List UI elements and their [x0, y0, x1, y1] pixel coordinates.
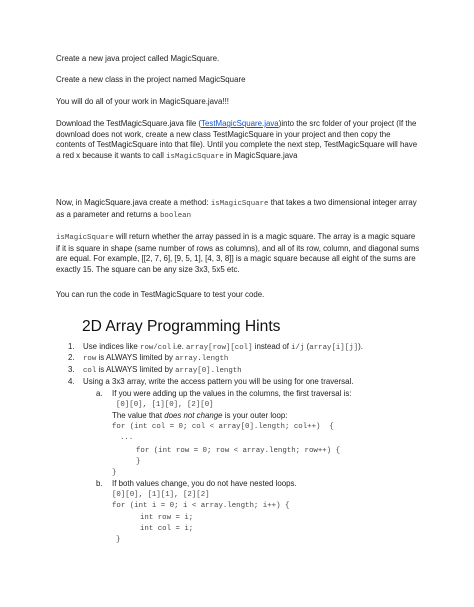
hint-text: ). [358, 342, 363, 351]
inner-loop-code: for (int row = 0; row < array.length; row++) { [136, 447, 341, 455]
access-pattern-code: [0][0], [1][0], [2][0] [116, 401, 214, 409]
access-pattern-code: [0][0], [1][1], [2][2] [112, 491, 210, 499]
return-type-code: boolean [159, 211, 191, 220]
hint-columns-traversal: If you were adding up the values in the columns, the first traversal is: [112, 389, 352, 398]
download-text-a: Download the TestMagicSquare.java file ( [56, 119, 202, 128]
instruction-run-tests: You can run the code in TestMagicSquare to test your code. [56, 290, 265, 299]
col-assign-code: int col = i; [140, 525, 194, 533]
method-name-code: isMagicSquare [166, 152, 224, 161]
hint-indices [83, 342, 363, 354]
sublist-letter: b. [96, 479, 103, 488]
method-text-a: Now, in MagicSquare.java create a method: [56, 198, 211, 207]
hint-text: instead of [252, 342, 292, 351]
instruction-download [56, 119, 420, 162]
outer-loop-code: for (int col = 0; col < array[0].length; col++) { [112, 423, 334, 431]
hint-text: ( [304, 342, 310, 351]
hint-code: array.length [175, 355, 229, 363]
definition-text: will return whether the array passed in is a magic square. The array is a magic square if it is square in shape (same number of rows as columns), and all of its row, column, and diagonal sums are equal. For example, [[2, 7, 6], [9, 5, 1], [4, 3, 8]] is a magic square because all eight of the sums are exactly 15. The square can be any size 3x3, 5x5 etc. [56, 232, 420, 274]
note-emphasis: does not change [164, 411, 223, 420]
instruction-create-class: Create a new class in the project named MagicSquare [56, 75, 246, 84]
list-number: 4. [68, 377, 75, 386]
list-number: 1. [68, 342, 75, 351]
single-loop-code: for (int i = 0; i < array.length; i++) { [112, 502, 290, 510]
hint-text: is ALWAYS limited by [96, 365, 176, 374]
method-name-code: isMagicSquare [210, 200, 269, 208]
outer-loop-note [112, 411, 287, 422]
test-file-link[interactable]: TestMagicSquare.java [201, 119, 279, 128]
hint-code: array[0].length [175, 367, 242, 375]
sublist-letter: a. [96, 389, 103, 398]
instruction-create-method [56, 198, 420, 221]
list-number: 3. [68, 365, 75, 374]
list-number: 2. [68, 353, 75, 362]
note-text: The value that [112, 411, 165, 420]
instruction-work-file: You will do all of your work in MagicSquare.java!!! [56, 97, 229, 106]
method-text-b: that takes a two dimensional integer array as a parameter and returns a [56, 198, 417, 219]
closing-brace-code: } [136, 458, 141, 466]
hint-access-pattern: Using a 3x3 array, write the access pattern you will be using for one traversal. [83, 377, 354, 386]
method-name-code: isMagicSquare [56, 234, 114, 242]
hint-code: i/j [291, 344, 305, 352]
ellipsis-code: ... [120, 434, 134, 442]
note-text: is your outer loop: [222, 411, 288, 420]
download-text-c: in MagicSquare.java [223, 150, 298, 160]
hint-col-limit [83, 365, 242, 377]
hint-code: col [83, 367, 97, 375]
magic-square-definition [56, 232, 420, 275]
hint-code: row [83, 355, 97, 363]
row-assign-code: int row = i; [140, 514, 194, 522]
hint-code: array[i][j] [309, 344, 359, 352]
closing-brace-code: } [112, 469, 117, 477]
hint-text: Use indices like [83, 342, 141, 351]
hint-code: row/col [140, 344, 172, 352]
closing-brace-code: } [116, 536, 121, 544]
hint-diagonal-traversal: If both values change, you do not have nested loops. [112, 479, 297, 488]
hint-code: array[row][col] [185, 344, 253, 352]
hints-heading: 2D Array Programming Hints [82, 318, 281, 335]
hint-row-limit [83, 353, 228, 365]
hint-text: is ALWAYS limited by [96, 353, 176, 362]
hint-text: i.e. [171, 342, 186, 351]
download-text-b: )into the src folder of your project (If the download does not work, create a new class TestMagicSquare in your project and then copy the contents of TestMagicSquare into that file). Until you complete the next step, TestMagicSquare will have a red x because it wants to call [56, 119, 418, 160]
instruction-create-project: Create a new java project called MagicSquare. [56, 54, 220, 63]
